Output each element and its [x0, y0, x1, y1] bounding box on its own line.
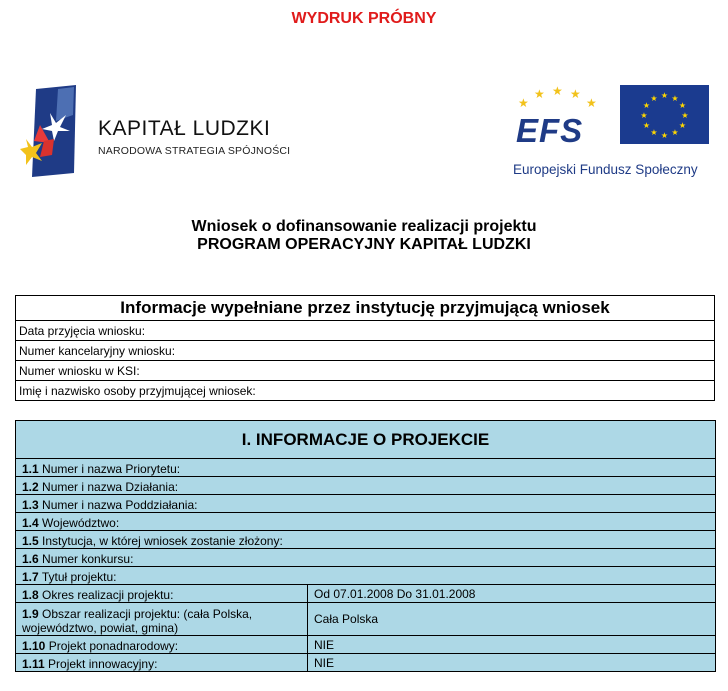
row-label: Instytucja, w której wniosek zostanie złożony:: [42, 534, 283, 548]
row-number: 1.3: [22, 498, 39, 512]
row-value: NIE: [308, 636, 716, 654]
row-label: Projekt innowacyjny:: [48, 657, 158, 671]
svg-text:★: ★: [650, 94, 658, 103]
table-row: [16, 585, 716, 603]
svg-text:★: ★: [660, 91, 669, 100]
row-label: Numer i nazwa Poddziałania:: [42, 498, 198, 512]
svg-text:★: ★: [678, 121, 687, 130]
efs-logo: [510, 82, 715, 187]
document-title-line1: Wniosek o dofinansowanie realizacji projektu: [191, 218, 537, 235]
table-row: [16, 654, 716, 672]
svg-text:★: ★: [552, 84, 563, 98]
row-number: 1.10: [22, 639, 46, 653]
intake-row-receiver-name: Imię i nazwisko osoby przyjmującej wniosek:: [16, 381, 715, 401]
row-number: 1.6: [22, 552, 39, 566]
svg-text:★: ★: [640, 111, 648, 120]
row-label: Okres realizacji projektu:: [42, 588, 174, 602]
table-row: [16, 495, 716, 513]
project-section-header: I. INFORMACJE O PROJEKCIE: [16, 421, 716, 459]
row-label: Numer i nazwa Priorytetu:: [42, 462, 181, 476]
svg-text:★: ★: [671, 128, 679, 137]
svg-text:★: ★: [586, 96, 597, 110]
svg-text:★: ★: [642, 121, 651, 130]
intake-row-date: Data przyjęcia wniosku:: [16, 321, 715, 341]
intake-row-ksi-number: Numer wniosku w KSI:: [16, 361, 715, 381]
table-row: [16, 603, 716, 636]
table-row: [16, 513, 716, 531]
svg-text:EFS: EFS: [516, 112, 584, 149]
table-row: [16, 636, 716, 654]
svg-text:★: ★: [660, 131, 669, 140]
row-number: 1.5: [22, 534, 39, 548]
svg-text:★: ★: [681, 111, 689, 120]
svg-text:★: ★: [642, 101, 651, 110]
intake-info-table: [15, 295, 715, 401]
svg-text:★: ★: [678, 101, 687, 110]
row-number: 1.9: [22, 607, 39, 621]
kapital-ludzki-logo: [20, 85, 320, 185]
watermark-text: WYDRUK PRÓBNY: [291, 10, 437, 27]
row-value: Od 07.01.2008 Do 31.01.2008: [308, 585, 716, 603]
document-title: [0, 218, 728, 254]
row-number: 1.8: [22, 588, 39, 602]
row-label: Tytuł projektu:: [41, 570, 117, 584]
row-number: 1.11: [22, 657, 45, 671]
svg-text:★: ★: [570, 87, 581, 101]
row-label: Województwo:: [42, 516, 120, 530]
kapital-ludzki-subtitle: NARODOWA STRATEGIA SPÓJNOŚCI: [98, 145, 291, 157]
svg-text:★: ★: [671, 94, 679, 103]
svg-text:★: ★: [534, 87, 545, 101]
efs-emblem-icon: [510, 82, 715, 152]
table-row: [16, 549, 716, 567]
row-number: 1.4: [22, 516, 39, 530]
document-title-line2: PROGRAM OPERACYJNY KAPITAŁ LUDZKI: [197, 236, 531, 253]
row-label: Obszar realizacji projektu: (cała Polska, województwo, powiat, gmina): [22, 607, 253, 635]
row-value: NIE: [308, 654, 716, 672]
table-row: [16, 477, 716, 495]
project-info-table: [15, 420, 716, 672]
svg-text:★: ★: [518, 96, 529, 110]
row-number: 1.7: [22, 570, 39, 584]
row-label: Numer konkursu:: [42, 552, 134, 566]
kapital-ludzki-title: KAPITAŁ LUDZKI: [98, 117, 271, 140]
table-row: [16, 459, 716, 477]
row-number: 1.1: [22, 462, 39, 476]
row-label: Numer i nazwa Działania:: [42, 480, 179, 494]
kapital-ludzki-emblem-icon: [20, 85, 82, 177]
table-row: [16, 531, 716, 549]
table-row: [16, 567, 716, 585]
efs-caption: Europejski Fundusz Społeczny: [513, 162, 698, 177]
row-value: Cała Polska: [308, 603, 716, 636]
row-number: 1.2: [22, 480, 39, 494]
row-label: Projekt ponadnarodowy:: [48, 639, 179, 653]
intake-table-header: Informacje wypełniane przez instytucję przyjmującą wniosek: [16, 296, 715, 321]
intake-row-registry-number: Numer kancelaryjny wniosku:: [16, 341, 715, 361]
svg-text:★: ★: [650, 128, 658, 137]
